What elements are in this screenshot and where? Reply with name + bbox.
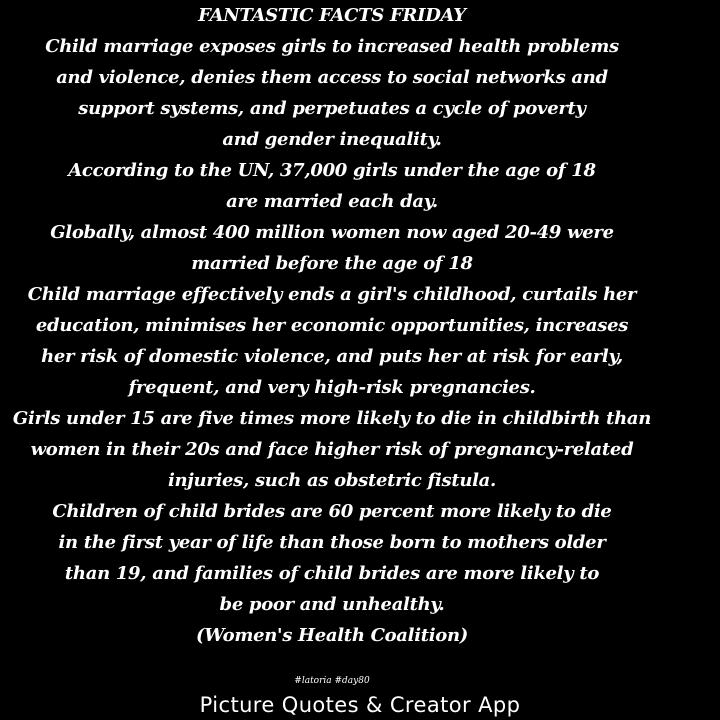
quote-line: According to the UN, 37,000 girls under the age of 18 — [68, 160, 596, 181]
quote-line: support systems, and perpetuates a cycle of poverty — [78, 98, 586, 119]
quote-line: are married each day. — [226, 191, 438, 212]
quote-title: FANTASTIC FACTS FRIDAY — [198, 5, 466, 26]
quote-line: injuries, such as obstetric fistula. — [167, 470, 496, 491]
quote-line: Child marriage exposes girls to increased health problems — [45, 36, 619, 57]
quote-line: Child marriage effectively ends a girl's childhood, curtails her — [27, 284, 637, 305]
quote-line: Girls under 15 are five times more likely to die in childbirth than — [12, 408, 652, 429]
quote-line: education, minimises her economic opportunities, increases — [35, 315, 629, 336]
app-credit-text: Picture Quotes & Creator App — [199, 693, 521, 717]
quote-line: and violence, denies them access to social networks and — [56, 67, 608, 88]
quote-line: Globally, almost 400 million women now aged 20-49 were — [50, 222, 614, 243]
quote-line: her risk of domestic violence, and puts her at risk for early, — [41, 346, 623, 367]
hashtags: #latoria #day80 — [294, 676, 370, 686]
app-credit-watermark — [0, 690, 720, 720]
quote-line: be poor and unhealthy. — [219, 594, 445, 615]
quote-source: (Women's Health Coalition) — [195, 625, 469, 646]
quote-line: frequent, and very high-risk pregnancies. — [128, 377, 536, 398]
quote-line: in the first year of life than those born to mothers older — [58, 532, 606, 553]
quote-line: than 19, and families of child brides are more likely to — [64, 563, 600, 584]
quote-line: married before the age of 18 — [191, 253, 473, 274]
quote-line: Children of child brides are 60 percent more likely to die — [52, 501, 612, 522]
quote-line: and gender inequality. — [222, 129, 442, 150]
quote-line: women in their 20s and face higher risk of pregnancy-related — [30, 439, 634, 460]
